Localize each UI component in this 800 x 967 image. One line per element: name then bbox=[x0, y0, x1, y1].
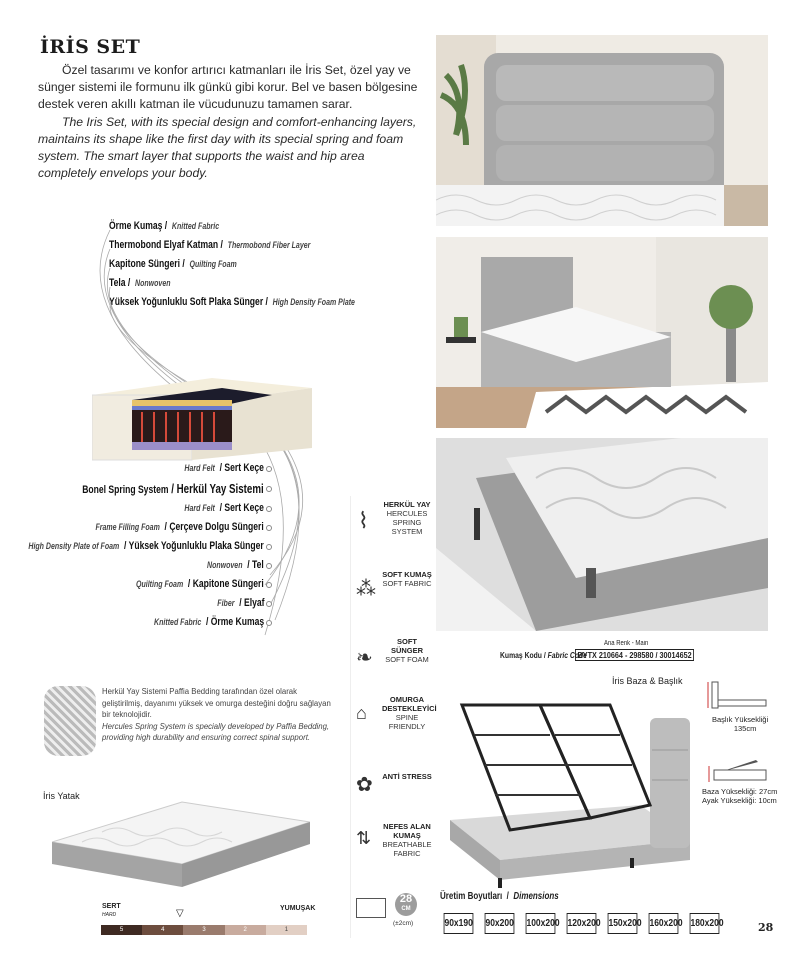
headboard-height-sketch bbox=[706, 680, 768, 712]
feature-item: ⇅ NEFES ALAN KUMAŞ BREATHABLE FABRIC bbox=[356, 822, 432, 858]
size-option: 90x190 bbox=[444, 913, 474, 934]
hardness-level: 3 bbox=[183, 925, 224, 935]
layer-item: Knitted Fabric / Örme Kumaş bbox=[153, 616, 264, 628]
layer-item: High Density Plate of Foam / Yüksek Yoğunluklu Plaka Sünger bbox=[28, 540, 264, 552]
layer-item: Quilting Foam / Kapitone Süngeri bbox=[136, 578, 264, 590]
hardness-selected-marker: ▽ bbox=[176, 908, 184, 919]
sizes-title: Üretim Boyutları / Dimensions bbox=[440, 891, 559, 902]
hardness-soft-label: YUMUŞAK bbox=[280, 905, 316, 912]
layer-item: Nonwoven / Tel bbox=[207, 559, 264, 571]
hardness-level: 2 bbox=[225, 925, 266, 935]
spine-icon: ⌂ bbox=[356, 703, 367, 723]
yatak-title: İris Yatak bbox=[43, 791, 80, 801]
hardness-scale bbox=[101, 925, 307, 935]
lotus-icon: ✿ bbox=[356, 774, 373, 796]
fabric-code: BYTX 210664 - 298580 / 30014652 bbox=[575, 649, 694, 661]
page-title: İRİS SET bbox=[40, 36, 141, 58]
height-tolerance: (±2cm) bbox=[393, 920, 414, 927]
spring-note-en: Hercules Spring System is specially developed by Paffia Bedding, providing high durability and ensuring correct spinal support. bbox=[102, 721, 330, 742]
layer-item: Örme Kumaş / Knitted Fabric bbox=[109, 220, 220, 232]
hardness-hard-en: HARD bbox=[102, 912, 117, 918]
intro-text bbox=[38, 62, 422, 182]
head-height: Başlık Yüksekliği 135cm bbox=[712, 715, 769, 733]
intro-tr: Özel tasarımı ve konfor artırıcı katmanları ile İris Set, özel yay ve sünger sistemi ile formunu ilk günkü gibi korur. Bel ve basen bölgesine destek veren akıllı katman ile vücudunuzu tamamen sarar. bbox=[38, 63, 418, 112]
storage-base-photo bbox=[440, 700, 692, 890]
feature-item: ⌇ HERKÜL YAY HERCULES SPRING SYSTEM bbox=[358, 500, 431, 536]
hardness-level: 5 bbox=[101, 925, 142, 935]
height-icon bbox=[356, 898, 386, 918]
layer-item: Hard Felt / Sert Keçe bbox=[184, 462, 264, 474]
mattress-cross-section bbox=[92, 370, 342, 470]
base-height-sketch bbox=[706, 760, 768, 784]
feature-item: ✿ ANTİ STRESS bbox=[356, 772, 432, 796]
spring-texture-image bbox=[44, 686, 96, 756]
feature-item: ⁂ SOFT KUMAŞ SOFT FABRIC bbox=[356, 570, 432, 600]
hardness-hard-label: SERT bbox=[102, 903, 121, 910]
spring-note-tr: Herkül Yay Sistemi Paffia Bedding tarafından özel olarak geliştirilmiş, dayanımı yüksek ve omurga desteğini doğru sağlayan bir teknolojidir. bbox=[102, 687, 331, 719]
layer-item: Kapitone Süngeri / Quilting Foam bbox=[109, 258, 237, 270]
intro-en: The Iris Set, with its special design and comfort-enhancing layers, maintains its shape like the first day with its special spring and foam system. The smart layer that supports the waist and hip area completely envelops your body. bbox=[38, 114, 417, 181]
feature-item: ❧ SOFT SÜNGER SOFT FOAM bbox=[356, 637, 429, 669]
hardness-level: 1 bbox=[266, 925, 307, 935]
size-option: 120x200 bbox=[567, 913, 597, 934]
layer-item: Yüksek Yoğunluklu Soft Plaka Sünger / High Density Foam Plate bbox=[109, 296, 355, 308]
layer-item: Frame Filling Foam / Çerçeve Dolgu Süngeri bbox=[95, 521, 264, 533]
size-option: 100x200 bbox=[526, 913, 556, 934]
mattress-photo bbox=[52, 782, 310, 892]
layer-item: Thermobond Elyaf Katman / Thermobond Fiber Layer bbox=[109, 239, 311, 251]
base-title: İris Baza & Başlık bbox=[612, 676, 683, 686]
mattress-detail-photo bbox=[436, 438, 768, 631]
layer-item: Fiber / Elyaf bbox=[216, 597, 264, 609]
hardness-level: 4 bbox=[142, 925, 183, 935]
size-option: 90x200 bbox=[485, 913, 515, 934]
bedroom-photo bbox=[436, 237, 768, 428]
spring-icon: ⌇ bbox=[358, 508, 369, 533]
fabric-main-head: Ana Renk - Main bbox=[604, 640, 649, 647]
fabric-icon: ⁂ bbox=[356, 578, 376, 600]
feather-icon: ❧ bbox=[356, 647, 373, 669]
size-option: 180x200 bbox=[690, 913, 720, 934]
feature-item: ⌂ OMURGA DESTEKLEYİCİ SPINE FRIENDLY bbox=[356, 695, 437, 731]
page-number: 28 bbox=[758, 921, 774, 934]
size-option: 150x200 bbox=[608, 913, 638, 934]
layer-item: Tela / Nonwoven bbox=[109, 277, 171, 289]
height-badge: 28 CM bbox=[395, 893, 417, 916]
bed-headboard-photo bbox=[436, 35, 768, 226]
layer-item: Bonel Spring System / Herkül Yay Sistemi bbox=[82, 482, 264, 496]
base-height: Baza Yüksekliği: 27cm Ayak Yüksekliği: 10cm bbox=[702, 787, 778, 805]
fabric-code-label: Kumaş Kodu / Fabric Code bbox=[500, 651, 587, 660]
breath-icon: ⇅ bbox=[356, 828, 372, 848]
layer-item: Hard Felt / Sert Keçe bbox=[184, 502, 264, 514]
spring-note bbox=[102, 686, 338, 744]
size-option: 160x200 bbox=[649, 913, 679, 934]
